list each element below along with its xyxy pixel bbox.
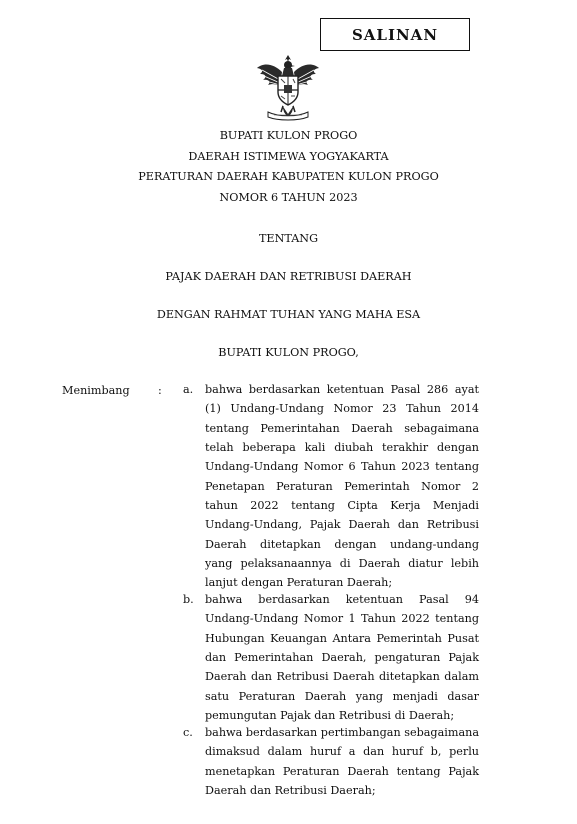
- garuda-emblem-icon: [252, 54, 324, 124]
- tentang-heading: TENTANG: [258, 232, 319, 245]
- regulation-number: NOMOR 6 TAHUN 2023: [219, 191, 358, 204]
- considering-colon: :: [158, 384, 162, 397]
- item-text: bahwa berdasarkan ketentuan Pasal 94 Undang-Undang Nomor 1 Tahun 2022 tentang Hubungan Keuangan Antara Pemerintah Pusat dan Pemerintahan Daerah, pengaturan Pajak Daerah dan Retribusi Daerah ditetapkan dalam satu Peraturan Daerah yang menjadi dasar pemungutan Pajak dan Retribusi di Daerah;: [205, 593, 479, 723]
- considering-item-c: [183, 723, 479, 800]
- region-title: DAERAH ISTIMEWA YOGYAKARTA: [188, 150, 389, 163]
- regent-title: BUPATI KULON PROGO: [219, 129, 358, 142]
- rahmat-line: DENGAN RAHMAT TUHAN YANG MAHA ESA: [156, 308, 421, 321]
- regulation-title: PERATURAN DAERAH KABUPATEN KULON PROGO: [138, 170, 439, 183]
- considering-item-a: [183, 380, 479, 593]
- item-marker: a.: [183, 383, 194, 396]
- regulation-subject: PAJAK DAERAH DAN RETRIBUSI DAERAH: [165, 270, 412, 283]
- item-marker: c.: [183, 726, 193, 739]
- item-text: bahwa berdasarkan pertimbangan sebagaimana dimaksud dalam huruf a dan huruf b, perlu menetapkan Peraturan Daerah tentang Pajak Daerah dan Retribusi Daerah;: [205, 726, 479, 798]
- regent-heading: BUPATI KULON PROGO,: [218, 346, 359, 359]
- considering-item-b: [183, 590, 479, 725]
- item-text: bahwa berdasarkan ketentuan Pasal 286 ayat (1) Undang-Undang Nomor 23 Tahun 2014 tentang Pemerintahan Daerah sebagaimana telah beberapa kali diubah terakhir dengan Undang-Undang Nomor 6 Tahun 2023 tentang Penetapan Peraturan Pemerintah Nomor 2 tahun 2022 tentang Cipta Kerja Menjadi Undang-Undang, Pajak Daerah dan Retribusi Daerah ditetapkan dengan undang-undang yang pelaksanaannya di Daerah diatur lebih lanjut dengan Peraturan Daerah;: [205, 383, 479, 590]
- considering-label: Menimbang: [62, 384, 130, 397]
- salinan-stamp: SALINAN: [320, 18, 470, 51]
- item-marker: b.: [183, 593, 194, 606]
